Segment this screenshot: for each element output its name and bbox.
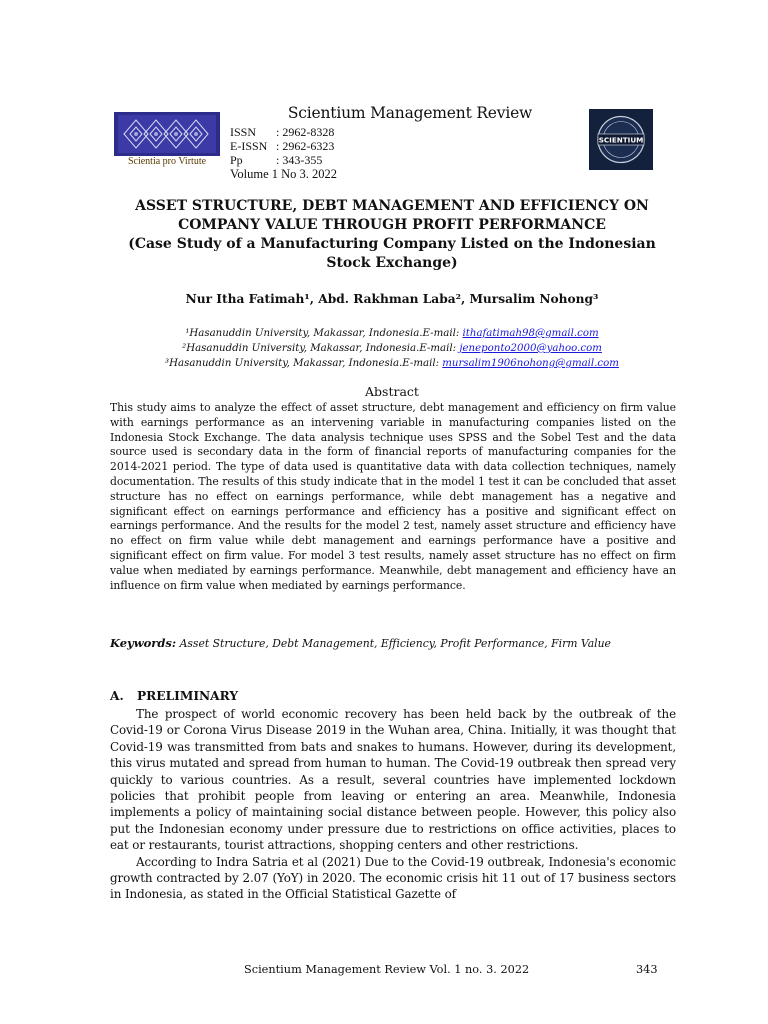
paper-subtitle: (Case Study of a Manufacturing Company Listed on the Indonesian Stock Exchange) — [128, 236, 656, 271]
logo-tagline: Scientia pro Virtute — [127, 156, 207, 167]
affiliation-1 — [104, 326, 680, 341]
issn-label: ISSN — [230, 125, 257, 139]
pages-label: Pp — [230, 153, 243, 167]
keywords-line — [110, 636, 676, 650]
email-link[interactable]: jeneponto2000@yahoo.com — [459, 343, 602, 354]
issn-block — [230, 125, 337, 181]
affiliation-text: ³Hasanuddin University, Makassar, Indonesia.E-mail: — [165, 358, 443, 369]
abstract-body: This study aims to analyze the effect of asset structure, debt management and efficiency on firm value with earnings performance as an intervening variable in manufacturing companies listed on the Indonesia Stock Exchange. The data analysis technique uses SPSS and the Sobel Test and the data source used is secondary data in the form of financial reports of manufacturing companies for the 2014-2021 period. The type of data used is quantitative data with data collection techniques, namely documentation. The results of this study indicate that in the model 1 test it can be concluded that asset structure has no effect on earnings performance, while debt management has a negative and significant effect on earnings performance and efficiency has a positive and significant effect on earnings performance. And the results for the model 2 test, namely asset structure and efficiency have no effect on firm value while debt management and earnings performance have a positive and significant effect on firm value. For model 3 test results, namely asset structure has no effect on firm value when mediated by earnings performance. Meanwhile, debt management and efficiency have an influence on firm value when mediated by earnings performance. — [110, 401, 676, 592]
journal-logo-right — [589, 109, 653, 170]
page-number: 343 — [636, 963, 658, 976]
issn-value: : 2962-8328 — [276, 125, 335, 139]
scientium-seal-icon — [589, 109, 653, 170]
title-line-1: ASSET STRUCTURE, DEBT MANAGEMENT AND EFFICIENCY ON — [135, 198, 649, 214]
eissn-label: E-ISSN — [230, 139, 268, 153]
eissn-value: : 2962-6323 — [276, 139, 335, 153]
footer-citation: Scientium Management Review Vol. 1 no. 3. 2022 — [244, 963, 530, 976]
journal-name: Scientium Management Review — [287, 104, 533, 122]
paragraph: According to Indra Satria et al (2021) Due to the Covid-19 outbreak, Indonesia's economic growth contracted by 2.07 (YoY) in 2020. The economic crisis hit 11 out of 17 business sectors in Indonesia, as stated in the Official Statistical Gazette of — [110, 854, 676, 902]
diamond-pattern-logo-icon — [114, 112, 220, 156]
title-line-2: COMPANY VALUE THROUGH PROFIT PERFORMANCE — [178, 217, 606, 233]
paragraph: The prospect of world economic recovery has been held back by the outbreak of the Covid-19 or Corona Virus Disease 2019 in the Wuhan area, China. Initially, it was thought that Covid-19 was transmitted from bats and snakes to humans. However, during its development, this virus mutated and spread from human to human. The Covid-19 outbreak then spread very quickly to various countries. As a result, several countries have implemented lockdown policies that prohibit people from leaving or entering an area. Meanwhile, Indonesia implements a policy of maintaining social distance between people. However, this policy also put the Indonesian economy under pressure due to restrictions on office activities, places to eat or restaurants, tourist attractions, shopping centers and other restrictions. — [110, 707, 676, 853]
abstract-heading: Abstract — [365, 384, 419, 399]
affiliation-2 — [104, 341, 680, 356]
body-text — [110, 706, 676, 903]
pages-row — [230, 153, 337, 167]
journal-logo-left — [114, 112, 220, 170]
email-link[interactable]: mursalim1906nohong@gmail.com — [442, 358, 619, 369]
issn-row — [230, 125, 337, 139]
pages-value: : 343-355 — [276, 153, 323, 167]
paper-title — [104, 197, 680, 273]
email-link[interactable]: ithafatimah98@gmail.com — [462, 328, 599, 339]
affiliation-text: ²Hasanuddin University, Makassar, Indonesia.E-mail: — [182, 343, 460, 354]
keywords-list: Asset Structure, Debt Management, Efficiency, Profit Performance, Firm Value — [179, 637, 611, 650]
section-number: A. — [110, 689, 124, 703]
eissn-row — [230, 139, 337, 153]
affiliation-text: ¹Hasanuddin University, Makassar, Indonesia.E-mail: — [185, 328, 463, 339]
author-list: Nur Itha Fatimah¹, Abd. Rakhman Laba², Mursalim Nohong³ — [185, 292, 599, 306]
section-title: PRELIMINARY — [137, 689, 239, 703]
section-heading — [110, 689, 676, 703]
affiliations — [104, 326, 680, 371]
affiliation-3 — [104, 356, 680, 371]
seal-text: SCIENTIUM — [598, 135, 644, 145]
keywords-label: Keywords: — [110, 636, 177, 650]
volume-info: Volume 1 No 3. 2022 — [230, 167, 338, 181]
